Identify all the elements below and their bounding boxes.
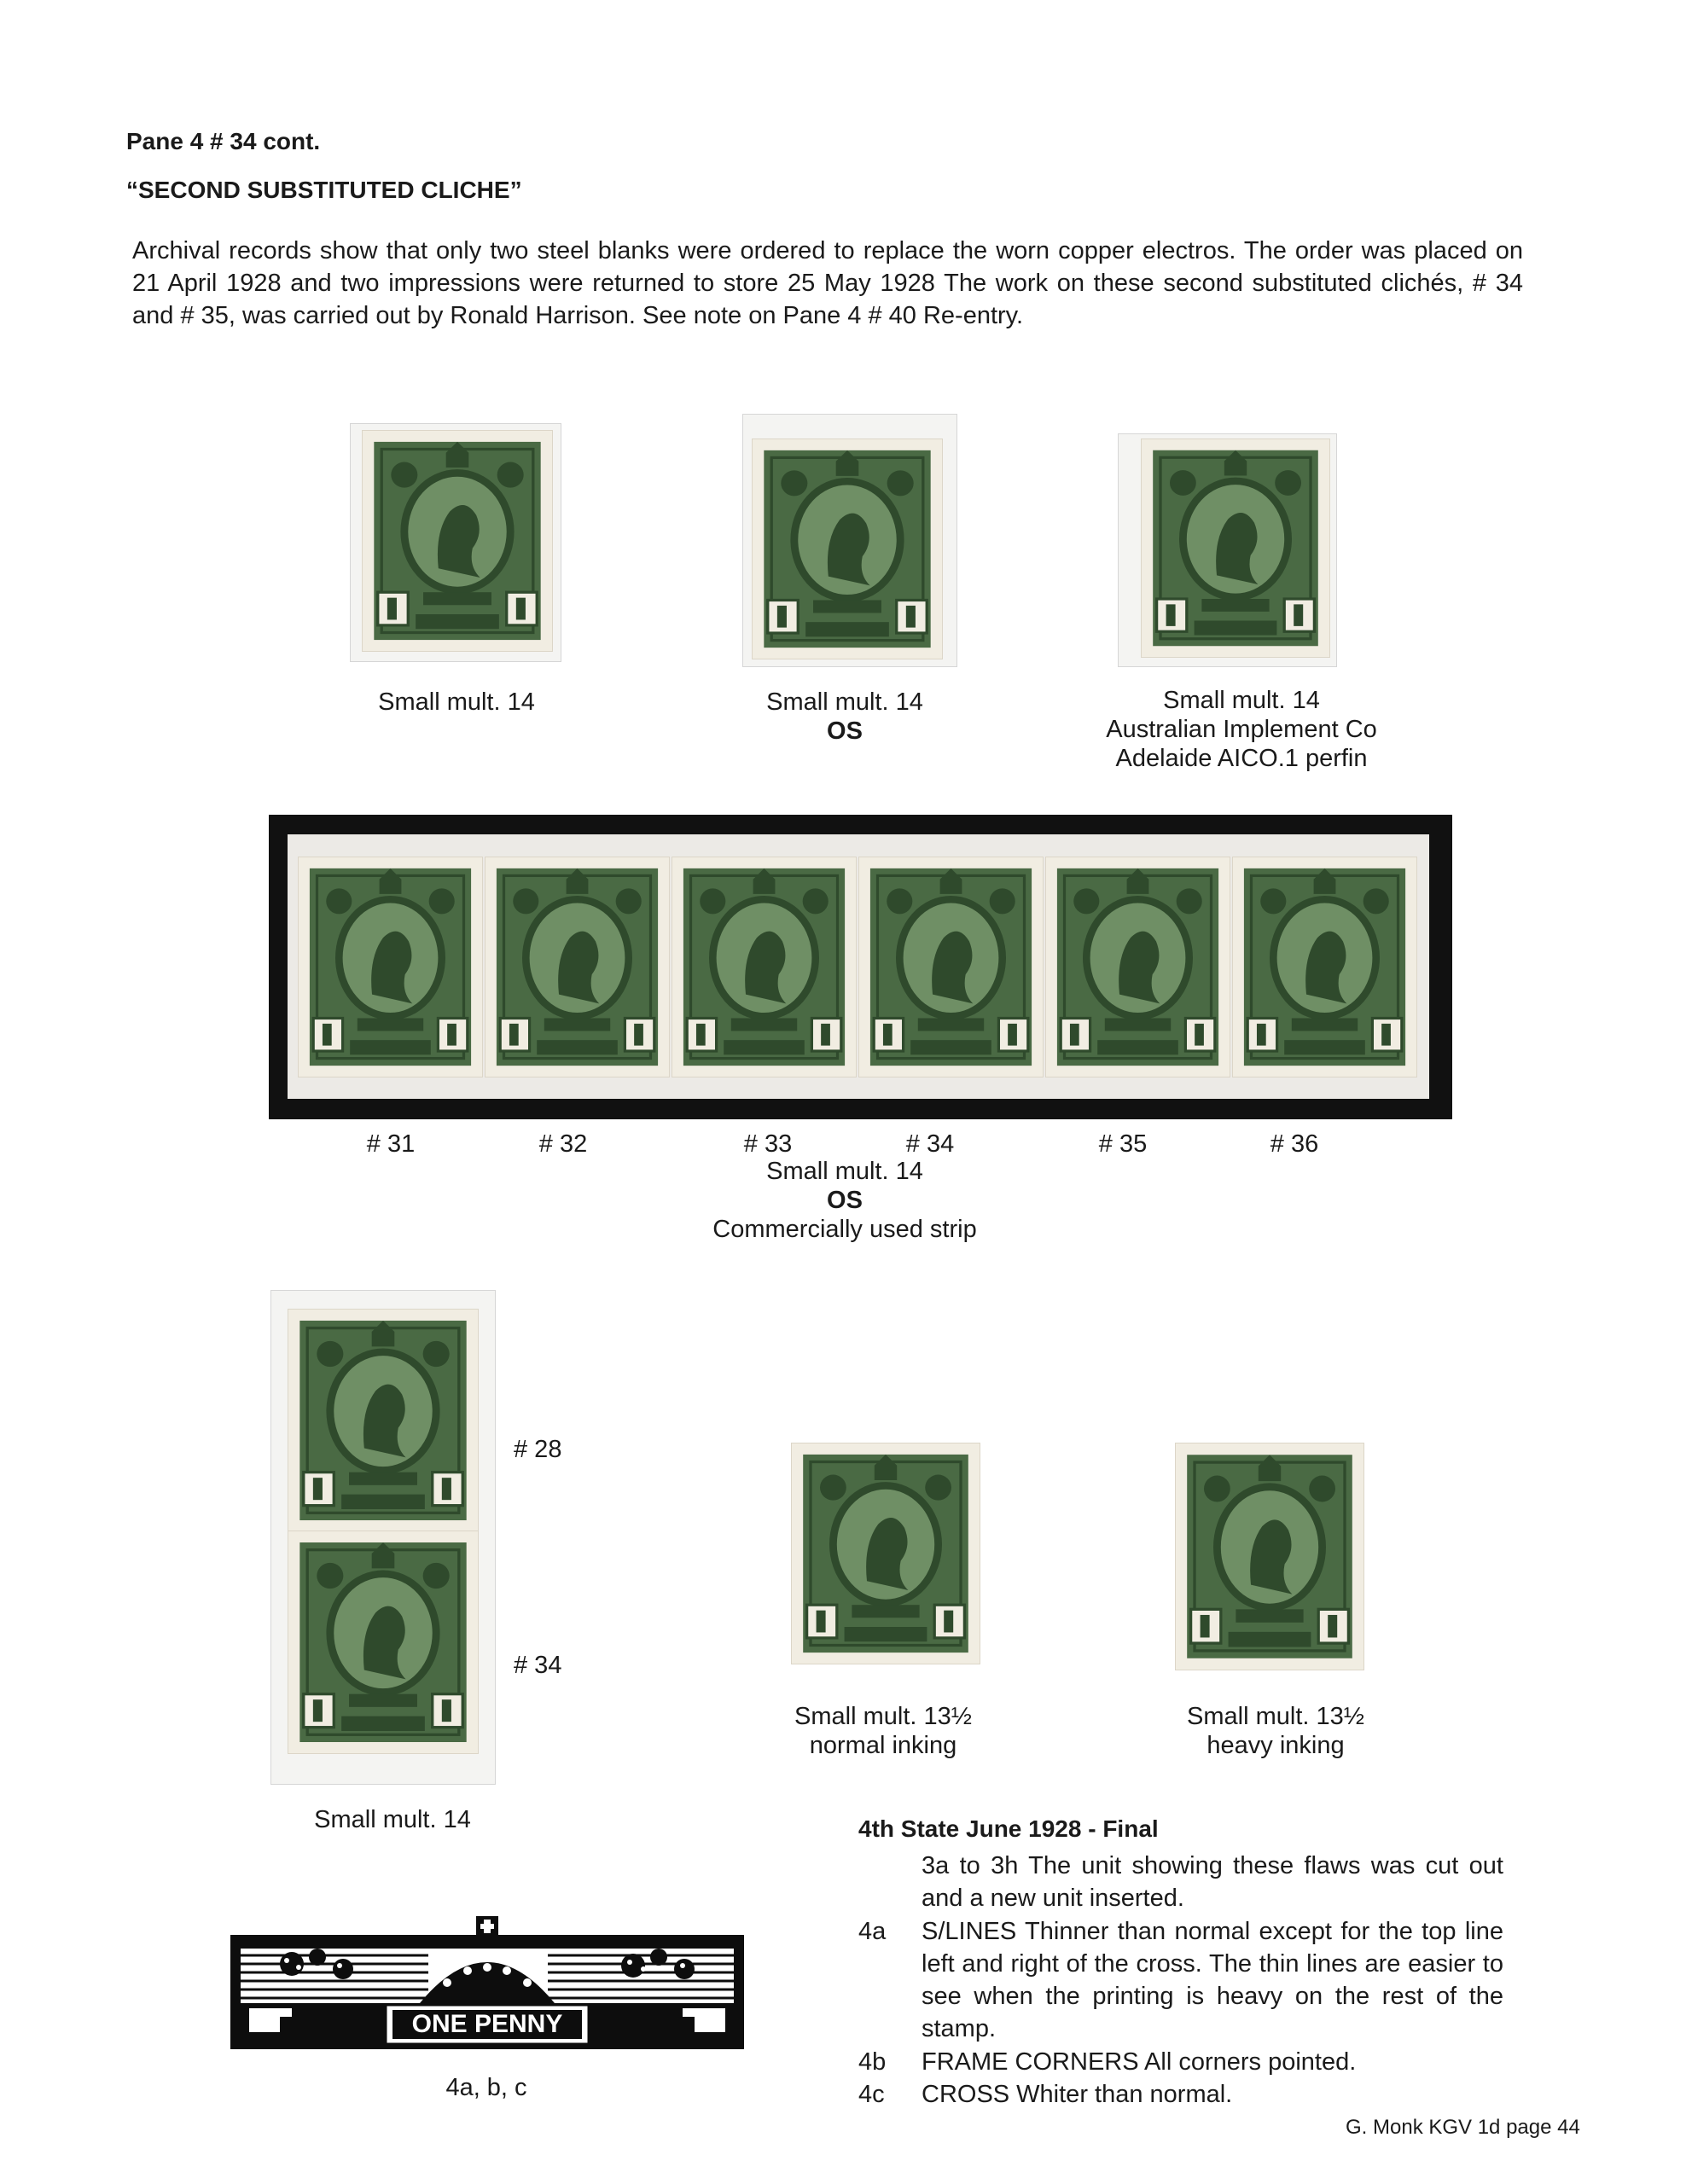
stamp-design <box>1046 857 1230 1077</box>
strip-stamp-34 <box>859 857 1043 1077</box>
caption-2-line2: OS <box>827 717 863 745</box>
single-heavy-inking <box>1176 1443 1363 1670</box>
state-item-4b-text: FRAME CORNERS All corners pointed. <box>922 2048 1357 2076</box>
single-normal-inking <box>792 1443 980 1664</box>
strip-stamp-35 <box>1046 857 1230 1077</box>
section-subtitle: “SECOND SUBSTITUTED CLICHE” <box>126 177 522 203</box>
pane-reference: Pane 4 # 34 cont. <box>126 128 321 154</box>
stamp-design <box>299 857 482 1077</box>
strip-label-34: # 34 <box>905 1130 955 1158</box>
stamp-image-1 <box>363 431 552 651</box>
page-footer: G. Monk KGV 1d page 44 <box>1346 2116 1580 2139</box>
stamp-design <box>486 857 669 1077</box>
pair-label-28: # 28 <box>514 1436 562 1463</box>
state-item-4a-text: S/LINES Thinner than normal except for the top line left and right of the cross. The thin lines are easier to see when the printing is heavy on the rest of the stamp. <box>922 1918 1503 2042</box>
caption-3-line1: Small mult. 14 <box>1163 687 1320 714</box>
stamp-design <box>288 1531 478 1753</box>
state-heading: 4th State June 1928 - Final <box>858 1815 1159 1842</box>
single-1-line1: Small mult. 13½ <box>794 1703 972 1730</box>
caption-3-line2: Australian Implement Co <box>1106 716 1377 743</box>
single-2-line1: Small mult. 13½ <box>1187 1703 1364 1730</box>
single-2-line2: heavy inking <box>1206 1732 1345 1759</box>
strip-caption <box>674 1157 1015 1244</box>
state-item-0-text: 3a to 3h The unit showing these flaws was cut out and a new unit inserted. <box>922 1852 1503 1912</box>
stamp-design <box>792 1443 980 1664</box>
stamp-design <box>1176 1443 1363 1670</box>
caption-2-line1: Small mult. 14 <box>766 688 923 716</box>
strip-caption-line2: OS <box>827 1187 863 1214</box>
single-2-caption <box>1143 1702 1408 1760</box>
single-1-line2: normal inking <box>809 1732 957 1759</box>
pair-caption: Small mult. 14 <box>314 1806 471 1833</box>
stamp-design <box>1233 857 1416 1077</box>
state-item-4b-label: 4b <box>858 2048 887 2076</box>
state-item-4c-label: 4c <box>858 2081 885 2108</box>
stamp-design <box>1142 439 1329 657</box>
strip-caption-line1: Small mult. 14 <box>766 1158 923 1185</box>
strip-label-31: # 31 <box>366 1130 416 1158</box>
caption-3-line3: Adelaide AICO.1 perfin <box>1115 745 1368 772</box>
pair-stamp-34 <box>288 1531 478 1753</box>
single-1-caption <box>751 1702 1015 1760</box>
stamp-image-3 <box>1142 439 1329 657</box>
stamp-design <box>363 431 552 651</box>
state-item-4a-label: 4a <box>858 1918 887 1945</box>
pair-stamp-28 <box>288 1310 478 1531</box>
diagram-caption: 4a, b, c <box>445 2074 527 2101</box>
intro-paragraph: Archival records show that only two steel blanks were ordered to replace the worn copper electros. The order was placed on 21 April 1928 and two impressions were returned to store 25 May 1928 The work on these second substituted clichés, # 34 and # 35, was carried out by Ronald Harrison. See note on Pane 4 # 40 Re-entry. <box>132 237 1523 329</box>
caption-2 <box>717 686 973 747</box>
strip-stamp-36 <box>1233 857 1416 1077</box>
stamp-image-2 <box>753 439 942 659</box>
caption-1-line1: Small mult. 14 <box>378 688 535 716</box>
strip-stamp-33 <box>672 857 856 1077</box>
strip-label-36: # 36 <box>1270 1130 1319 1158</box>
stamp-design <box>859 857 1043 1077</box>
strip-label-32: # 32 <box>538 1130 588 1158</box>
strip-stamp-32 <box>486 857 669 1077</box>
flaw-diagram <box>224 1904 751 2058</box>
stamp-design <box>753 439 942 659</box>
diagram-drawing <box>224 1904 751 2058</box>
diagram-value-text: ONE PENNY <box>411 2010 563 2038</box>
caption-1 <box>324 686 589 718</box>
state-item-4c-text: CROSS Whiter than normal. <box>922 2081 1233 2108</box>
pair-label-34: # 34 <box>514 1652 562 1679</box>
strip-caption-line3: Commercially used strip <box>712 1216 977 1243</box>
stamp-design <box>288 1310 478 1531</box>
strip-stamp-31 <box>299 857 482 1077</box>
stamp-design <box>672 857 856 1077</box>
strip-label-35: # 35 <box>1098 1130 1148 1158</box>
caption-3 <box>1058 686 1425 773</box>
strip-label-33: # 33 <box>743 1130 793 1158</box>
